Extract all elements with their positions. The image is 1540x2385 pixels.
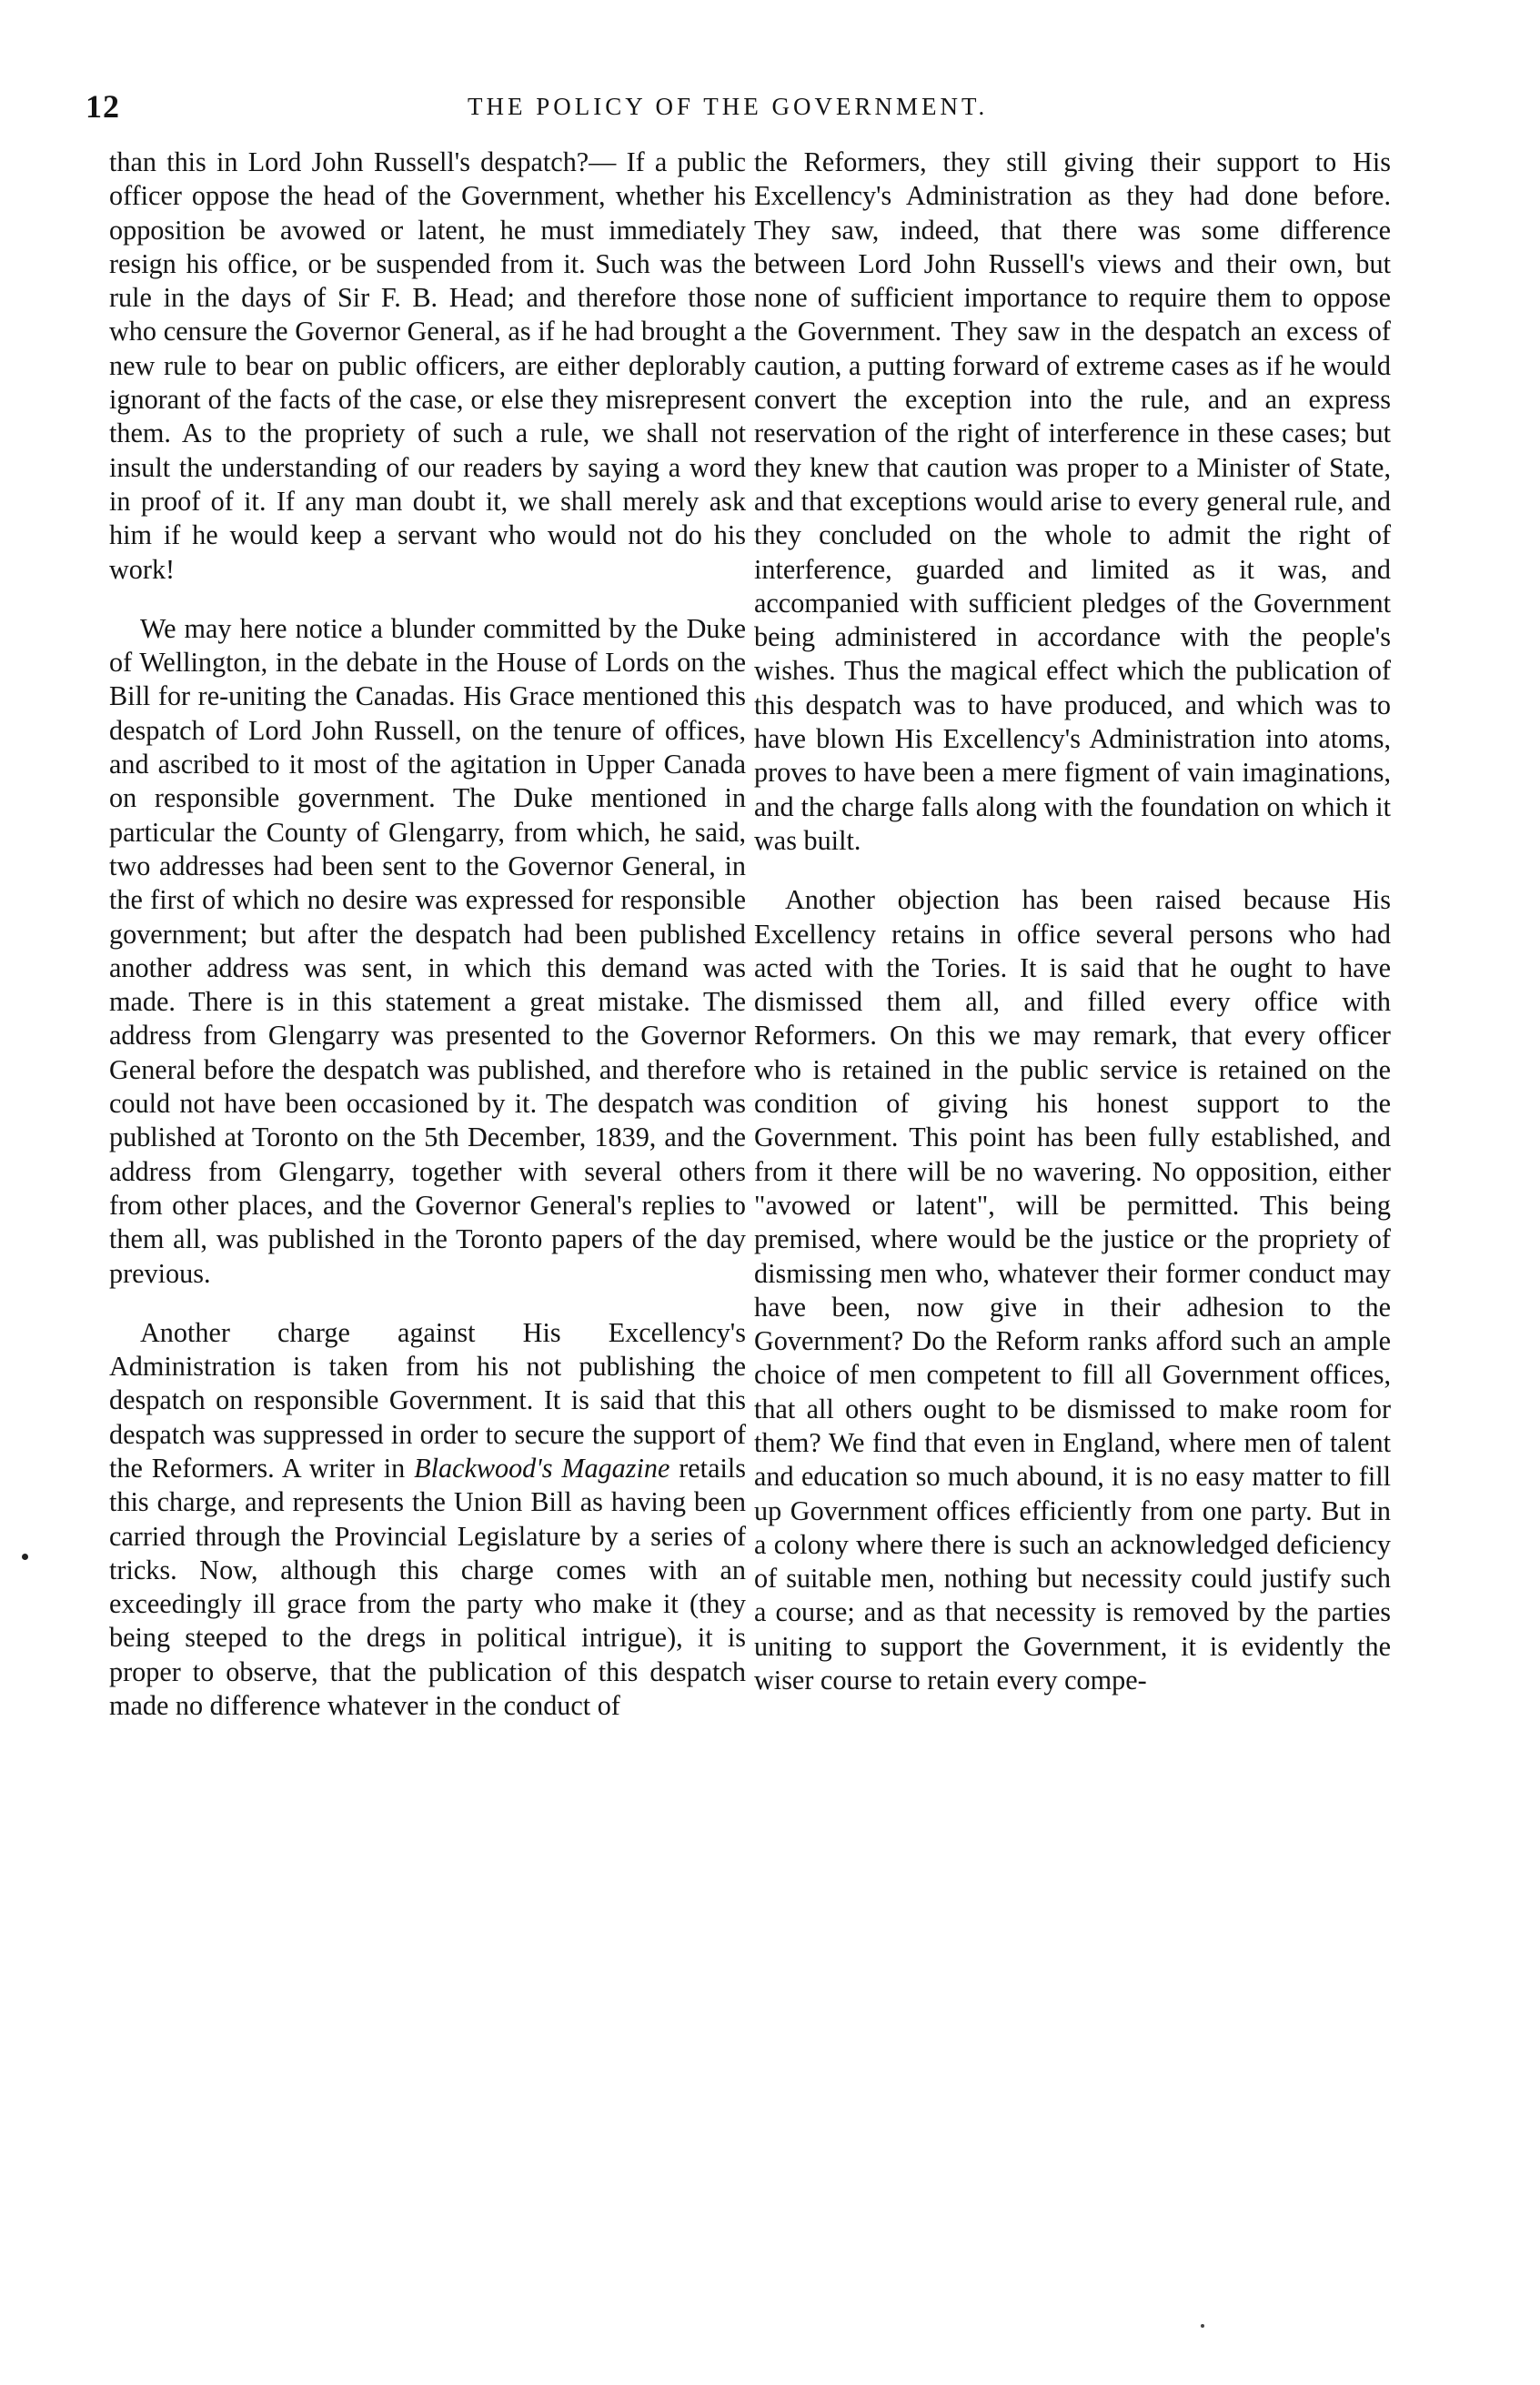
paragraph: the Reformers, they still giving their support to His Excellency's Administration as they had done before. They saw, indeed, that there was some difference between Lord John Russell's views and their own, but none of sufficient importance to require them to oppose the Government. They saw in the despatch an excess of caution, a putting forward of extreme cases as if he would convert the exception into the rule, and an express reservation of the right of interference in these cases; but they knew that caution was proper to a Minister of State, and that exceptions would arise to every general rule, and they concluded on the whole to admit the right of interference, guarded and limited as it was, and accompanied with sufficient pledges of the Government being administered in accordance with the people's wishes. Thus the magical effect which the publication of this despatch was to have produced, and which was to have blown His Excellency's Administration into atoms, proves to have been a mere figment of vain imaginations, and the charge falls along with the foundation on which it was built. (754, 146, 1391, 856)
paragraph-text: retails this charge, and represents the Union Bill as having been carried through the Provincial Legislature by a series of tricks. Now, although this charge comes with an exceedingly ill grace from the party who make it (they being steeped to the dregs in political intrigue), it is proper to observe, that the publication of this despatch made no difference whatever in the conduct of (109, 1452, 746, 1722)
left-column (109, 146, 746, 1723)
running-head: THE POLICY OF THE GOVERNMENT. (468, 93, 989, 120)
page-header (86, 87, 1377, 124)
margin-speck (22, 1554, 28, 1560)
publication-title: Blackwood's Magazine (414, 1452, 670, 1484)
paragraph: than this in Lord John Russell's despatch?— If a public officer oppose the head of the Government, whether his opposition be avowed or latent, he must immediately resign his office, or be suspended from it. Such was the rule in the days of Sir F. B. Head; and therefore those who censure the Governor General, as if he had brought a new rule to bear on public officers, are either deplorably ignorant of the facts of the case, or else they misrepresent them. As to the propriety of such a rule, we shall not insult the understanding of our readers by saying a word in proof of it. If any man doubt it, we shall merely ask him if he would keep a servant who would not do his work! (109, 146, 746, 585)
page-number: 12 (86, 88, 120, 125)
print-speck (1201, 2324, 1204, 2328)
paragraph: Another objection has been raised because His Excellency retains in office several persons who had acted with the Tories. It is said that he ought to have dismissed them all, and filled every office with Reformers. On this we may remark, that every officer who is retained in the public service is retained on the condition of giving his honest support to the Government. This point has been fully established, and from it there will be no wavering. No opposition, either "avowed or latent", will be permitted. This being premised, where would be the justice or the propriety of dismissing men who, whatever their former conduct may have been, now give in their adhesion to the Government? Do the Reform ranks afford such an ample choice of men competent to fill all Government offices, that all others ought to be dismissed to make room for them? We find that even in England, where men of talent and education so much abound, it is no easy matter to fill up Government offices efficiently from one party. But in a colony where there is such an acknowledged deficiency of suitable men, nothing but necessity could justify such a course; and as that necessity is removed by the parties uniting to support the Government, it is evidently the wiser course to retain every compe- (754, 884, 1391, 1696)
paragraph: We may here notice a blunder committed by the Duke of Wellington, in the debate in the House of Lords on the Bill for re-uniting the Canadas. His Grace mentioned this despatch of Lord John Russell, on the tenure of offices, and ascribed to it most of the agitation in Upper Canada on responsible government. The Duke mentioned in particular the County of Glengarry, from which, he said, two addresses had been sent to the Governor General, in the first of which no desire was expressed for responsible government; but after the despatch had been published another address was sent, in which this demand was made. There is in this statement a great mistake. The address from Glengarry was presented to the Governor General before the despatch was published, and therefore could not have been occasioned by it. The despatch was published at Toronto on the 5th December, 1839, and the address from Glengarry, together with several others from other places, and the Governor General's replies to them all, was published in the Toronto papers of the day previous. (109, 612, 746, 1289)
paragraph-text: Another charge against His Excellency's Administration is taken from his not publishing the despatch on responsible Government. It is said that this despatch was suppressed in order to secure the support of the Reformers. A writer in (109, 1316, 746, 1484)
paragraph (109, 1316, 746, 1724)
right-column (754, 146, 1391, 1697)
